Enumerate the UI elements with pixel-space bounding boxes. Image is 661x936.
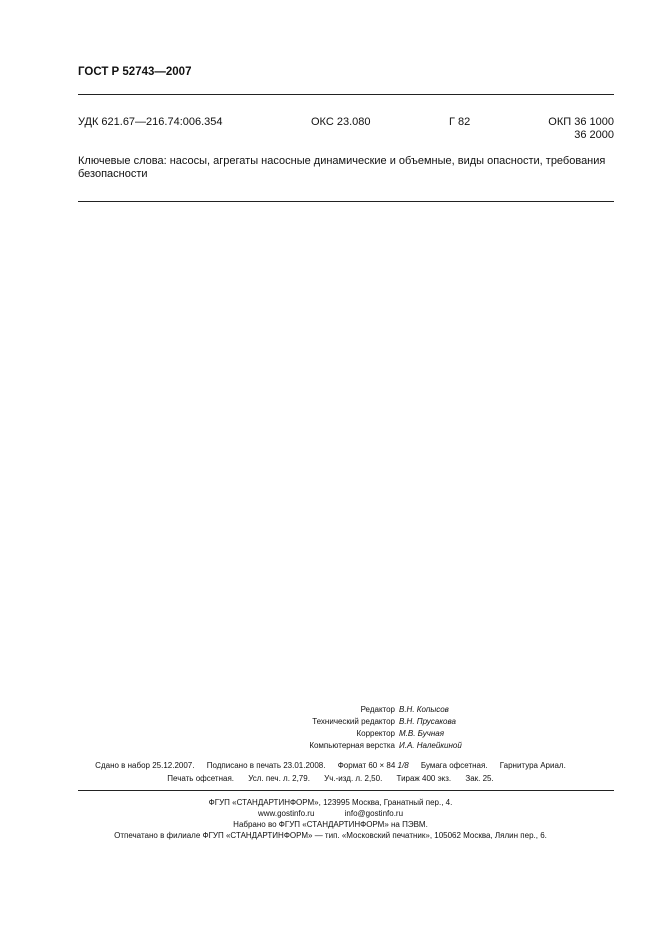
print-sheets: Усл. печ. л. 2,79.	[248, 774, 310, 783]
credit-name: В.Н. Прусакова	[399, 717, 456, 726]
credit-role: Технический редактор	[312, 717, 395, 726]
credits-block	[0, 704, 661, 752]
footer-divider	[78, 790, 614, 791]
format-fraction: 1/8	[397, 761, 409, 770]
credit-name: М.В. Бучная	[399, 729, 444, 738]
keywords-divider	[78, 201, 614, 202]
submitted-date: Сдано в набор 25.12.2007.	[95, 761, 195, 770]
printer-links	[0, 808, 661, 819]
credit-role: Редактор	[360, 705, 395, 714]
credit-tech-editor	[0, 716, 661, 728]
printer-block	[0, 797, 661, 841]
printer-address: ФГУП «СТАНДАРТИНФОРМ», 123995 Москва, Гранатный пер., 4.	[208, 798, 453, 807]
paper-format	[338, 761, 409, 770]
printed-note: Отпечатано в филиале ФГУП «СТАНДАРТИНФОРМ» — тип. «Московский печатник», 105062 Москва, Лялин пер., 6.	[114, 831, 547, 840]
publication-line-1	[0, 760, 661, 772]
typeset-note: Набрано во ФГУП «СТАНДАРТИНФОРМ» на ПЭВМ.	[233, 820, 428, 829]
credit-name: В.Н. Копысов	[399, 705, 449, 714]
credit-role: Компьютерная верстка	[309, 741, 395, 750]
website-link[interactable]: www.gostinfo.ru	[257, 809, 315, 818]
credit-name: И.А. Налейкиной	[399, 741, 462, 750]
signed-date: Подписано в печать 23.01.2008.	[206, 761, 326, 770]
print-run: Тираж 400 экз.	[396, 774, 452, 783]
credit-proofreader	[0, 728, 661, 740]
udk-code: УДК 621.67—216.74:006.354	[78, 116, 223, 128]
oks-code: ОКС 23.080	[311, 116, 371, 128]
edition-sheets: Уч.-изд. л. 2,50.	[324, 774, 383, 783]
order-number: Зак. 25.	[465, 774, 494, 783]
email-link[interactable]: info@gostinfo.ru	[344, 809, 404, 818]
credit-layout	[0, 740, 661, 752]
format-size: Формат 60 × 84	[337, 761, 396, 770]
paper-type: Бумага офсетная.	[420, 761, 488, 770]
okp-code-1: ОКП 36 1000	[548, 116, 614, 128]
typeface: Гарнитура Ариал.	[499, 761, 566, 770]
okp-code-2: 36 2000	[574, 129, 614, 141]
top-divider	[78, 94, 614, 95]
credit-role: Корректор	[356, 729, 395, 738]
publication-line-2	[0, 773, 661, 785]
print-type: Печать офсетная.	[167, 774, 234, 783]
document-code: ГОСТ Р 52743—2007	[78, 66, 192, 78]
okp-codes	[548, 116, 614, 142]
keywords: Ключевые слова: насосы, агрегаты насосные динамические и объемные, виды опасности, требования безопасности	[78, 155, 606, 180]
g-code: Г 82	[449, 116, 471, 128]
credit-editor	[0, 704, 661, 716]
